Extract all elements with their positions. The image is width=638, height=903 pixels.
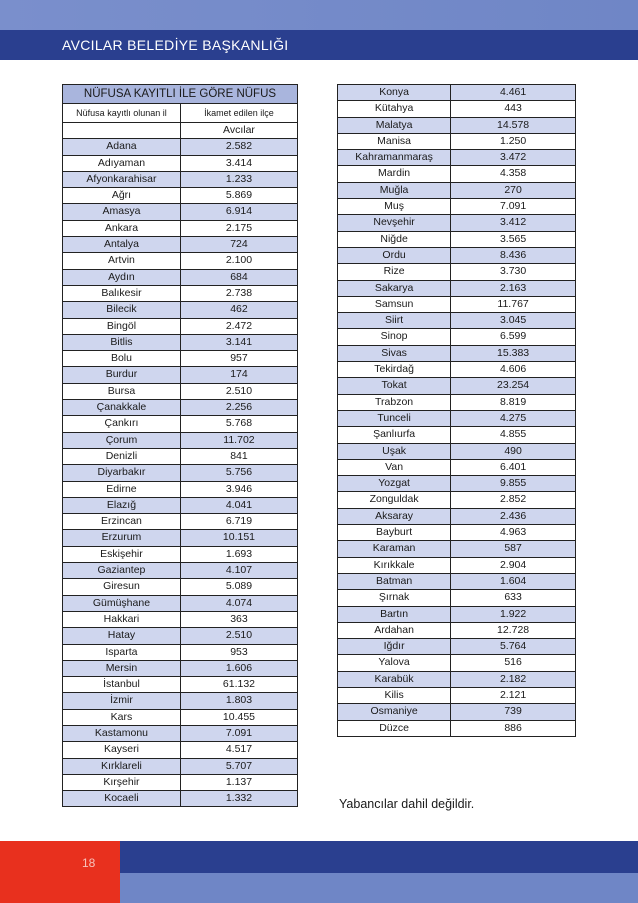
population-value: 2.121 xyxy=(451,687,576,703)
population-value: 2.100 xyxy=(180,253,297,269)
province-name: Muş xyxy=(338,199,451,215)
province-name: Kayseri xyxy=(63,742,181,758)
province-name: Samsun xyxy=(338,296,451,312)
population-value: 886 xyxy=(451,720,576,736)
population-value: 15.383 xyxy=(451,345,576,361)
table-title: NÜFUSA KAYITLI İLE GÖRE NÜFUS xyxy=(63,85,298,104)
population-value: 2.738 xyxy=(180,285,297,301)
province-name: Elazığ xyxy=(63,497,181,513)
province-name: Ardahan xyxy=(338,622,451,638)
table-row xyxy=(338,345,576,361)
province-name: Antalya xyxy=(63,237,181,253)
table-row xyxy=(338,541,576,557)
table-row xyxy=(63,139,298,155)
population-value: 2.182 xyxy=(451,671,576,687)
table-row xyxy=(63,432,298,448)
population-value: 4.517 xyxy=(180,742,297,758)
table-row xyxy=(338,459,576,475)
table-row xyxy=(63,579,298,595)
page-number-box xyxy=(0,841,120,903)
province-name: Erzincan xyxy=(63,514,181,530)
province-name: Afyonkarahisar xyxy=(63,171,181,187)
table-row xyxy=(338,215,576,231)
population-value: 3.730 xyxy=(451,264,576,280)
population-value: 2.510 xyxy=(180,383,297,399)
table-row xyxy=(338,622,576,638)
table-row xyxy=(63,465,298,481)
district-blank-cell xyxy=(63,123,181,139)
population-value: 2.582 xyxy=(180,139,297,155)
province-name: Konya xyxy=(338,85,451,101)
province-name: Düzce xyxy=(338,720,451,736)
province-name: Bingöl xyxy=(63,318,181,334)
table-row xyxy=(338,313,576,329)
province-name: Tokat xyxy=(338,378,451,394)
province-name: Balıkesir xyxy=(63,285,181,301)
table-row xyxy=(338,133,576,149)
table-row xyxy=(338,573,576,589)
province-name: Tunceli xyxy=(338,410,451,426)
province-name: Kahramanmaraş xyxy=(338,150,451,166)
table-row xyxy=(63,644,298,660)
column-header-province: Nüfusa kayıtlı olunan il xyxy=(63,104,181,123)
population-value: 2.472 xyxy=(180,318,297,334)
population-value: 739 xyxy=(451,704,576,720)
province-name: Manisa xyxy=(338,133,451,149)
province-name: Kocaeli xyxy=(63,791,181,807)
table-row xyxy=(63,758,298,774)
population-value: 270 xyxy=(451,182,576,198)
table-row xyxy=(63,416,298,432)
population-value: 3.472 xyxy=(451,150,576,166)
population-value: 957 xyxy=(180,351,297,367)
table-row xyxy=(63,204,298,220)
province-name: Kırklareli xyxy=(63,758,181,774)
province-name: Iğdır xyxy=(338,639,451,655)
table-row xyxy=(338,508,576,524)
province-name: Hakkari xyxy=(63,611,181,627)
table-row xyxy=(63,155,298,171)
province-name: Tekirdağ xyxy=(338,362,451,378)
table-row xyxy=(338,166,576,182)
province-name: Erzurum xyxy=(63,530,181,546)
population-table-right xyxy=(337,84,576,737)
table-row xyxy=(63,563,298,579)
table-row xyxy=(338,247,576,263)
population-value: 10.455 xyxy=(180,709,297,725)
table-row xyxy=(63,530,298,546)
table-row xyxy=(63,220,298,236)
province-name: İstanbul xyxy=(63,677,181,693)
province-name: Uşak xyxy=(338,443,451,459)
table-row xyxy=(63,334,298,350)
population-value: 6.914 xyxy=(180,204,297,220)
province-name: Ordu xyxy=(338,247,451,263)
province-name: Sivas xyxy=(338,345,451,361)
province-name: Bartın xyxy=(338,606,451,622)
province-name: Bilecik xyxy=(63,302,181,318)
population-value: 633 xyxy=(451,590,576,606)
table-row xyxy=(63,693,298,709)
province-name: Osmaniye xyxy=(338,704,451,720)
province-name: Şanlıurfa xyxy=(338,427,451,443)
province-name: Rize xyxy=(338,264,451,280)
population-value: 363 xyxy=(180,611,297,627)
province-name: Zonguldak xyxy=(338,492,451,508)
population-value: 3.565 xyxy=(451,231,576,247)
population-value: 2.163 xyxy=(451,280,576,296)
province-name: Niğde xyxy=(338,231,451,247)
province-name: Çankırı xyxy=(63,416,181,432)
province-name: Trabzon xyxy=(338,394,451,410)
population-value: 1.137 xyxy=(180,774,297,790)
province-name: Burdur xyxy=(63,367,181,383)
population-value: 4.041 xyxy=(180,497,297,513)
table-row xyxy=(63,351,298,367)
province-name: Giresun xyxy=(63,579,181,595)
population-value: 1.693 xyxy=(180,546,297,562)
province-name: Van xyxy=(338,459,451,475)
table-row xyxy=(63,611,298,627)
population-value: 2.175 xyxy=(180,220,297,236)
province-name: Bitlis xyxy=(63,334,181,350)
province-name: Ankara xyxy=(63,220,181,236)
population-value: 4.855 xyxy=(451,427,576,443)
province-name: Yozgat xyxy=(338,476,451,492)
province-name: Çanakkale xyxy=(63,400,181,416)
table-row xyxy=(63,171,298,187)
population-value: 10.151 xyxy=(180,530,297,546)
table-row xyxy=(338,150,576,166)
table-row xyxy=(338,231,576,247)
table-row xyxy=(63,628,298,644)
population-value: 2.510 xyxy=(180,628,297,644)
population-value: 3.141 xyxy=(180,334,297,350)
population-value: 1.922 xyxy=(451,606,576,622)
table-row xyxy=(338,606,576,622)
province-name: Gaziantep xyxy=(63,563,181,579)
population-value: 4.275 xyxy=(451,410,576,426)
population-value: 5.768 xyxy=(180,416,297,432)
table-row xyxy=(63,285,298,301)
province-name: Artvin xyxy=(63,253,181,269)
population-value: 1.606 xyxy=(180,660,297,676)
population-value: 3.946 xyxy=(180,481,297,497)
population-value: 8.436 xyxy=(451,247,576,263)
population-value: 4.963 xyxy=(451,525,576,541)
table-row xyxy=(338,639,576,655)
table-row xyxy=(338,264,576,280)
table-row xyxy=(63,774,298,790)
table-row xyxy=(338,671,576,687)
population-value: 3.045 xyxy=(451,313,576,329)
province-name: Kütahya xyxy=(338,101,451,117)
table-row xyxy=(63,742,298,758)
population-value: 11.702 xyxy=(180,432,297,448)
province-name: Şırnak xyxy=(338,590,451,606)
table-row xyxy=(63,253,298,269)
table-row xyxy=(338,280,576,296)
table-row xyxy=(338,394,576,410)
population-value: 23.254 xyxy=(451,378,576,394)
table-row xyxy=(338,199,576,215)
population-value: 4.107 xyxy=(180,563,297,579)
page-title: AVCILAR BELEDİYE BAŞKANLIĞI xyxy=(62,37,289,53)
table-row xyxy=(338,101,576,117)
province-name: Aksaray xyxy=(338,508,451,524)
top-stripe xyxy=(0,0,638,30)
population-value: 3.414 xyxy=(180,155,297,171)
province-name: Aydın xyxy=(63,269,181,285)
population-value: 5.869 xyxy=(180,188,297,204)
population-value: 6.719 xyxy=(180,514,297,530)
population-value: 841 xyxy=(180,448,297,464)
province-name: Yalova xyxy=(338,655,451,671)
population-value: 5.756 xyxy=(180,465,297,481)
province-name: Kırşehir xyxy=(63,774,181,790)
province-name: Malatya xyxy=(338,117,451,133)
population-value: 9.855 xyxy=(451,476,576,492)
province-name: Sakarya xyxy=(338,280,451,296)
population-value: 1.803 xyxy=(180,693,297,709)
population-value: 6.401 xyxy=(451,459,576,475)
province-name: Kırıkkale xyxy=(338,557,451,573)
table-row xyxy=(63,269,298,285)
province-name: Ağrı xyxy=(63,188,181,204)
population-value: 7.091 xyxy=(451,199,576,215)
table-row xyxy=(338,704,576,720)
province-name: Bursa xyxy=(63,383,181,399)
table-row xyxy=(338,378,576,394)
population-value: 1.250 xyxy=(451,133,576,149)
province-name: Denizli xyxy=(63,448,181,464)
population-value: 587 xyxy=(451,541,576,557)
page-number: 18 xyxy=(82,856,96,870)
province-name: Batman xyxy=(338,573,451,589)
table-row xyxy=(338,720,576,736)
province-name: Mersin xyxy=(63,660,181,676)
table-row xyxy=(338,296,576,312)
province-name: Bayburt xyxy=(338,525,451,541)
table-row xyxy=(63,514,298,530)
table-row xyxy=(63,595,298,611)
population-value: 61.132 xyxy=(180,677,297,693)
population-value: 953 xyxy=(180,644,297,660)
table-row xyxy=(338,476,576,492)
province-name: Kilis xyxy=(338,687,451,703)
province-name: Kars xyxy=(63,709,181,725)
population-value: 8.819 xyxy=(451,394,576,410)
population-value: 6.599 xyxy=(451,329,576,345)
table-row xyxy=(338,362,576,378)
table-row xyxy=(338,687,576,703)
population-value: 174 xyxy=(180,367,297,383)
province-name: Siirt xyxy=(338,313,451,329)
province-name: Nevşehir xyxy=(338,215,451,231)
province-name: Edirne xyxy=(63,481,181,497)
population-value: 4.074 xyxy=(180,595,297,611)
table-row xyxy=(63,791,298,807)
table-row xyxy=(338,525,576,541)
table-row xyxy=(63,367,298,383)
province-name: Adana xyxy=(63,139,181,155)
province-name: Bolu xyxy=(63,351,181,367)
table-row xyxy=(63,302,298,318)
table-row xyxy=(338,590,576,606)
population-value: 2.852 xyxy=(451,492,576,508)
population-value: 490 xyxy=(451,443,576,459)
table-row xyxy=(63,448,298,464)
population-value: 2.256 xyxy=(180,400,297,416)
province-name: Karabük xyxy=(338,671,451,687)
table-row xyxy=(63,188,298,204)
province-name: Diyarbakır xyxy=(63,465,181,481)
population-value: 2.904 xyxy=(451,557,576,573)
table-row xyxy=(338,117,576,133)
table-row xyxy=(63,383,298,399)
table-row xyxy=(63,677,298,693)
population-value: 724 xyxy=(180,237,297,253)
population-value: 7.091 xyxy=(180,725,297,741)
population-value: 684 xyxy=(180,269,297,285)
table-row xyxy=(63,237,298,253)
province-name: Kastamonu xyxy=(63,725,181,741)
table-row xyxy=(338,85,576,101)
table-row xyxy=(63,481,298,497)
population-value: 1.604 xyxy=(451,573,576,589)
province-name: Muğla xyxy=(338,182,451,198)
table-row xyxy=(63,546,298,562)
table-row xyxy=(338,329,576,345)
province-name: Sinop xyxy=(338,329,451,345)
table-row xyxy=(63,660,298,676)
population-value: 1.233 xyxy=(180,171,297,187)
population-value: 4.358 xyxy=(451,166,576,182)
population-table-left xyxy=(62,84,298,807)
table-row xyxy=(338,655,576,671)
table-row xyxy=(338,182,576,198)
population-value: 2.436 xyxy=(451,508,576,524)
table-row xyxy=(338,492,576,508)
table-row xyxy=(63,318,298,334)
province-name: Adıyaman xyxy=(63,155,181,171)
population-value: 3.412 xyxy=(451,215,576,231)
province-name: Çorum xyxy=(63,432,181,448)
province-name: Hatay xyxy=(63,628,181,644)
population-value: 5.764 xyxy=(451,639,576,655)
province-name: Amasya xyxy=(63,204,181,220)
table-row xyxy=(63,400,298,416)
province-name: Karaman xyxy=(338,541,451,557)
province-name: Isparta xyxy=(63,644,181,660)
population-value: 1.332 xyxy=(180,791,297,807)
table-row xyxy=(63,497,298,513)
table-row xyxy=(338,427,576,443)
footnote: Yabancılar dahil değildir. xyxy=(339,797,475,811)
province-name: İzmir xyxy=(63,693,181,709)
population-value: 14.578 xyxy=(451,117,576,133)
population-value: 12.728 xyxy=(451,622,576,638)
table-row xyxy=(63,709,298,725)
district-name: Avcılar xyxy=(180,123,297,139)
population-value: 443 xyxy=(451,101,576,117)
population-value: 4.606 xyxy=(451,362,576,378)
population-value: 4.461 xyxy=(451,85,576,101)
column-header-district: İkamet edilen ilçe xyxy=(180,104,297,123)
population-value: 5.707 xyxy=(180,758,297,774)
population-value: 5.089 xyxy=(180,579,297,595)
table-row xyxy=(338,443,576,459)
population-value: 11.767 xyxy=(451,296,576,312)
population-value: 516 xyxy=(451,655,576,671)
province-name: Mardin xyxy=(338,166,451,182)
table-row xyxy=(338,557,576,573)
population-value: 462 xyxy=(180,302,297,318)
province-name: Eskişehir xyxy=(63,546,181,562)
province-name: Gümüşhane xyxy=(63,595,181,611)
table-row xyxy=(338,410,576,426)
table-row xyxy=(63,725,298,741)
